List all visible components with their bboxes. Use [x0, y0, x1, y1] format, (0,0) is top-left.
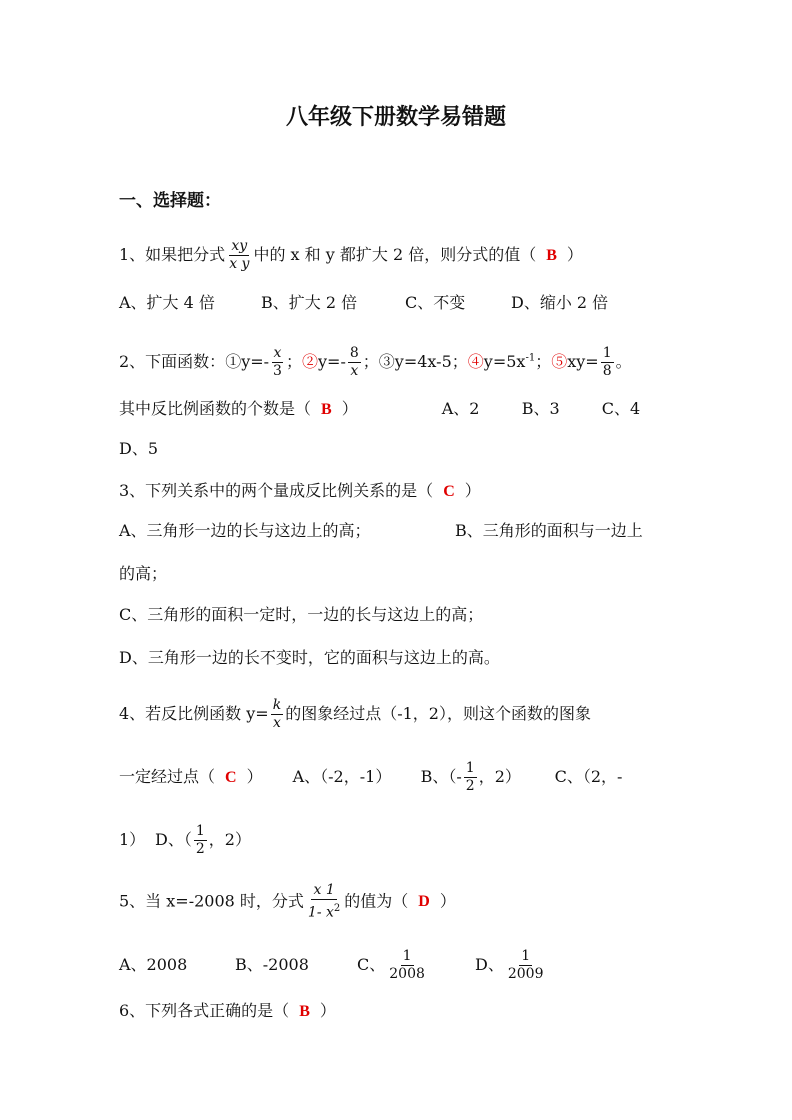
q4-line-2 [119, 760, 622, 795]
q2-function-5: xy= [567, 352, 599, 371]
q2-option-c: C、4 [601, 399, 641, 418]
q1-option-a: A、扩大 4 倍 [119, 293, 215, 312]
q1-option-d: D、缩小 2 倍 [511, 293, 609, 312]
q2-stem [119, 398, 640, 421]
q2-function-2: y=- [318, 352, 346, 371]
q2-function-4-marker: ④ [467, 352, 484, 371]
q5-stem-end: 的值为（ [344, 891, 409, 911]
q1-options [119, 292, 608, 314]
q4-option-d: D、（ $\frac{1}{2}$ ，2） [155, 823, 251, 857]
q2-option-a: A、2 [441, 399, 480, 418]
q4-close: ） [246, 767, 263, 786]
question-5 [119, 882, 456, 922]
q4-stem-end: 的图象经过点（-1，2），则这个函数的图象 [285, 704, 591, 723]
q1-close: ） [566, 245, 583, 264]
q4-option-c: C、（2，- [554, 767, 623, 786]
q5-answer: D [418, 893, 430, 911]
q2-f2-fraction: $\frac{8}{x}$ [349, 345, 359, 379]
q5-options [119, 948, 547, 983]
q2-option-b: B、3 [521, 399, 560, 418]
q2-f1-fraction: $\frac{x}{3}$ [273, 345, 282, 379]
question-6 [119, 1000, 336, 1023]
q2-function-4: y=5x [483, 352, 526, 371]
q2-option-d: D、5 [119, 439, 159, 458]
q5-close: ） [439, 891, 456, 911]
q1-stem-end: 中的 x 和 y 都扩大 2 倍，则分式的值（ [253, 245, 537, 264]
question-2: 2、下面函数：①y=- $\frac{x}{3}$ ；②y=- $\frac{8}{x}$ ；③y=4x-5；$④y=5x^{-1}$；⑤xy= $\frac{1}{8}$ 。 [119, 345, 632, 379]
q1-answer: B [546, 247, 557, 264]
q4-line-3 [119, 823, 251, 858]
q4-option-b: B、（- $\frac{1}{2}$ ，2） [420, 760, 521, 794]
q4-stem-continued: 一定经过点（ [119, 767, 216, 786]
q3-question: 3、下列关系中的两个量成反比例关系的是（ [119, 481, 434, 500]
q2-function-5-marker: ⑤ [551, 352, 568, 371]
section-heading: 一、选择题： [119, 191, 221, 211]
q1-fraction: $\frac{xy}{\text{x y}}$ [229, 238, 250, 272]
q3-option-b: B、三角形的面积与一边上 [455, 521, 643, 540]
q1-option-b: B、扩大 2 倍 [261, 293, 358, 312]
q4-option-c-wrap: 1） [119, 830, 146, 849]
q6-question: 6、下列各式正确的是（ [119, 1001, 290, 1020]
q5-option-d: D、 $\frac{1}{2009}$ [475, 948, 544, 982]
q2-f5-fraction: $\frac{1}{8}$ [602, 345, 612, 379]
q4-stem-start: 4、若反比例函数 y= [119, 704, 269, 723]
q5-fraction: $\frac{x 1}{1- x^2}$ [307, 882, 341, 921]
q5-option-c: C、 $\frac{1}{2008}$ [357, 948, 425, 982]
question-1 [119, 238, 583, 273]
q2-answer: B [321, 401, 332, 418]
q6-answer: B [299, 1003, 310, 1020]
q3-option-a: A、三角形一边的长与这边上的高； [119, 521, 371, 540]
question-4 [119, 697, 591, 732]
q1-option-c: C、不变 [405, 293, 466, 312]
q2-function-2-marker: ② [301, 352, 318, 371]
question-3 [119, 480, 481, 503]
q2-question: 其中反比例函数的个数是（ [119, 399, 312, 418]
q3-option-d: D、三角形一边的长不变时，它的面积与这边上的高。 [119, 648, 500, 667]
document-title: 八年级下册数学易错题 [285, 105, 506, 130]
q1-stem-start: 1、如果把分式 [119, 245, 226, 264]
q4-option-a: A、（-2，-1） [292, 767, 392, 786]
q4-answer: C [225, 769, 237, 786]
q5-option-a: A、2008 [119, 955, 188, 974]
q4-fraction: $\frac{k}{x}$ [272, 697, 282, 731]
q3-options-ab [119, 520, 643, 542]
q2-function-1: ①y=- [225, 352, 270, 371]
q3-option-b-wrap: 的高； [119, 564, 168, 583]
q2-function-3: ③y=4x-5 [378, 352, 452, 371]
q6-close: ） [319, 1001, 336, 1020]
q2-lead: 2、下面函数： [119, 352, 226, 371]
q3-option-c: C、三角形的面积一定时，一边的长与这边上的高； [119, 605, 484, 624]
q2-close: ） [341, 399, 358, 418]
q5-option-b: B、-2008 [235, 955, 309, 974]
q3-answer: C [443, 483, 455, 500]
q5-stem-start: 5、当 x=-2008 时，分式 [119, 891, 304, 911]
q3-close: ） [464, 481, 481, 500]
